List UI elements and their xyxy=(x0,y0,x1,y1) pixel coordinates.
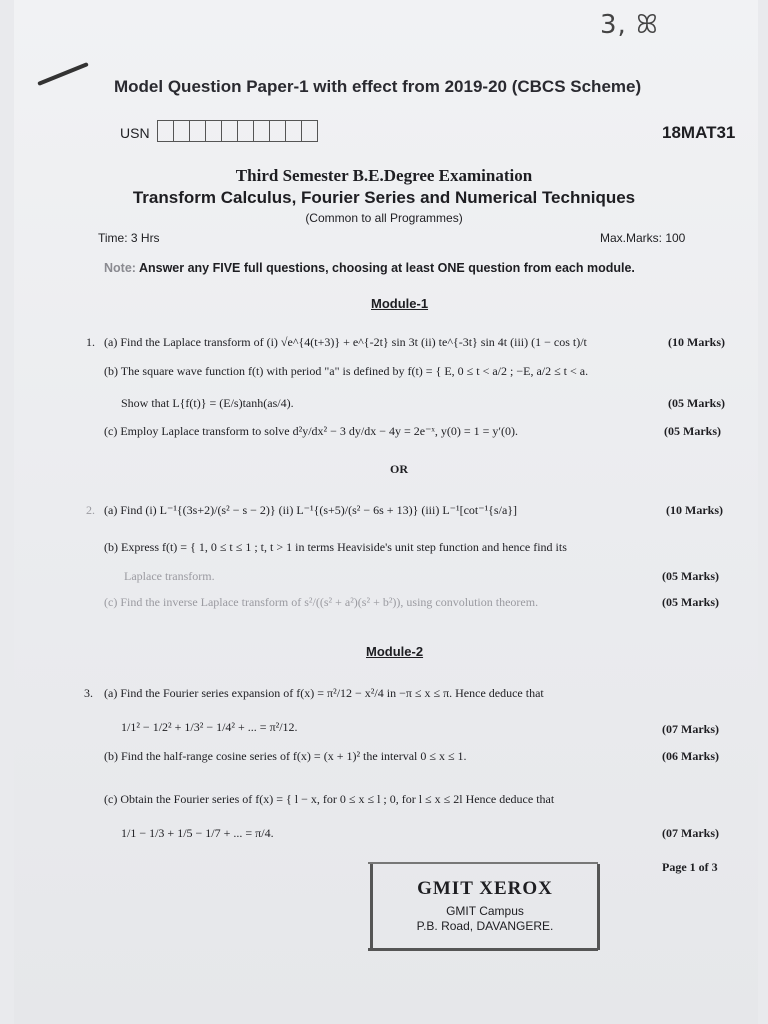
q3a-text-2: 1/1² − 1/2² + 1/3² − 1/4² + ... = π²/12. xyxy=(121,720,298,734)
note-text: Answer any FIVE full questions, choosing at least ONE question from each module. xyxy=(138,261,635,275)
q2-number: 2. xyxy=(86,503,95,517)
usn-box xyxy=(269,120,286,142)
handwritten-note: 3, ꕤ xyxy=(600,10,659,40)
q3-number: 3. xyxy=(84,686,93,700)
q1-number: 1. xyxy=(86,335,95,349)
page-number: Page 1 of 3 xyxy=(662,860,718,874)
common-note: (Common to all Programmes) xyxy=(305,211,463,225)
usn-box xyxy=(221,120,238,142)
q2c-text: (c) Find the inverse Laplace transform of s²/((s² + a²)(s² + b²)), using convolution theorem. xyxy=(104,595,539,609)
stamp-name: GMIT XEROX xyxy=(417,878,553,899)
note-label: Note: xyxy=(104,261,136,275)
usn-box xyxy=(301,120,318,142)
q1b-text: (b) The square wave function f(t) with period "a" is defined by f(t) = { E, 0 ≤ t < a/2 ; −E, a/2 ≤ t < a. xyxy=(104,364,589,378)
q2b-text-2: Laplace transform. xyxy=(124,569,215,583)
q2a-marks: (10 Marks) xyxy=(666,503,723,517)
q3c-marks: (07 Marks) xyxy=(662,826,719,840)
usn-boxes xyxy=(158,120,318,142)
usn-box xyxy=(285,120,302,142)
q3a-text: (a) Find the Fourier series expansion of f(x) = π²/12 − x²/4 in −π ≤ x ≤ π. Hence deduce that xyxy=(104,686,544,700)
q3a-marks: (07 Marks) xyxy=(662,722,719,736)
max-marks: Max.Marks: 100 xyxy=(600,231,686,245)
instruction-note xyxy=(104,261,635,275)
usn-box xyxy=(205,120,222,142)
q3c-text: (c) Obtain the Fourier series of f(x) = { l − x, for 0 ≤ x ≤ l ; 0, for l ≤ x ≤ 2l Hence deduce that xyxy=(104,792,555,806)
usn-box xyxy=(173,120,190,142)
module-1-heading: Module-1 xyxy=(371,296,429,311)
module-2-heading: Module-2 xyxy=(366,644,424,659)
q3b-text: (b) Find the half-range cosine series of f(x) = (x + 1)² the interval 0 ≤ x ≤ 1. xyxy=(104,749,467,763)
q2b-text: (b) Express f(t) = { 1, 0 ≤ t ≤ 1 ; t, t > 1 in terms Heaviside's unit step function and hence find its xyxy=(104,540,567,554)
q1c-marks: (05 Marks) xyxy=(664,424,721,438)
exam-name: Third Semester B.E.Degree Examination xyxy=(235,166,533,185)
usn-box xyxy=(189,120,206,142)
subject-name: Transform Calculus, Fourier Series and Numerical Techniques xyxy=(132,188,636,207)
time-allowed: Time: 3 Hrs xyxy=(98,231,160,245)
q2c-marks: (05 Marks) xyxy=(662,595,719,609)
stamp-bottom-rule xyxy=(368,948,598,951)
usn-box xyxy=(157,120,174,142)
q2a-text: (a) Find (i) L⁻¹{(3s+2)/(s² − s − 2)} (ii) L⁻¹{(s+5)/(s² − 6s + 13)} (iii) L⁻¹[cot⁻¹{s/a}] xyxy=(104,503,518,517)
q1b-text-2: Show that L{f(t)} = (E/s)tanh(as/4). xyxy=(121,396,294,410)
q1a-marks: (10 Marks) xyxy=(668,335,725,349)
q2b-marks: (05 Marks) xyxy=(662,569,719,583)
q1b-marks: (05 Marks) xyxy=(668,396,725,410)
paper-title: Model Question Paper-1 with effect from 2019-20 (CBCS Scheme) xyxy=(114,77,642,96)
q1a-text: (a) Find the Laplace transform of (i) √e^{4(t+3)} + e^{-2t} sin 3t (ii) te^{-3t} sin 4t (iii) (1 − cos t)/t xyxy=(104,335,587,349)
usn-box xyxy=(253,120,270,142)
q3c-text-2: 1/1 − 1/3 + 1/5 − 1/7 + ... = π/4. xyxy=(121,826,274,840)
usn-box xyxy=(237,120,254,142)
subject-code: 18MAT31 xyxy=(662,123,736,142)
usn-label: USN xyxy=(120,125,150,141)
q1c-text: (c) Employ Laplace transform to solve d²y/dx² − 3 dy/dx − 4y = 2e⁻ˣ, y(0) = 1 = y′(0). xyxy=(104,424,519,438)
stamp-campus: GMIT Campus xyxy=(446,904,524,918)
stamp-address: P.B. Road, DAVANGERE. xyxy=(416,919,554,933)
or-separator: OR xyxy=(390,462,408,476)
q3b-marks: (06 Marks) xyxy=(662,749,719,763)
